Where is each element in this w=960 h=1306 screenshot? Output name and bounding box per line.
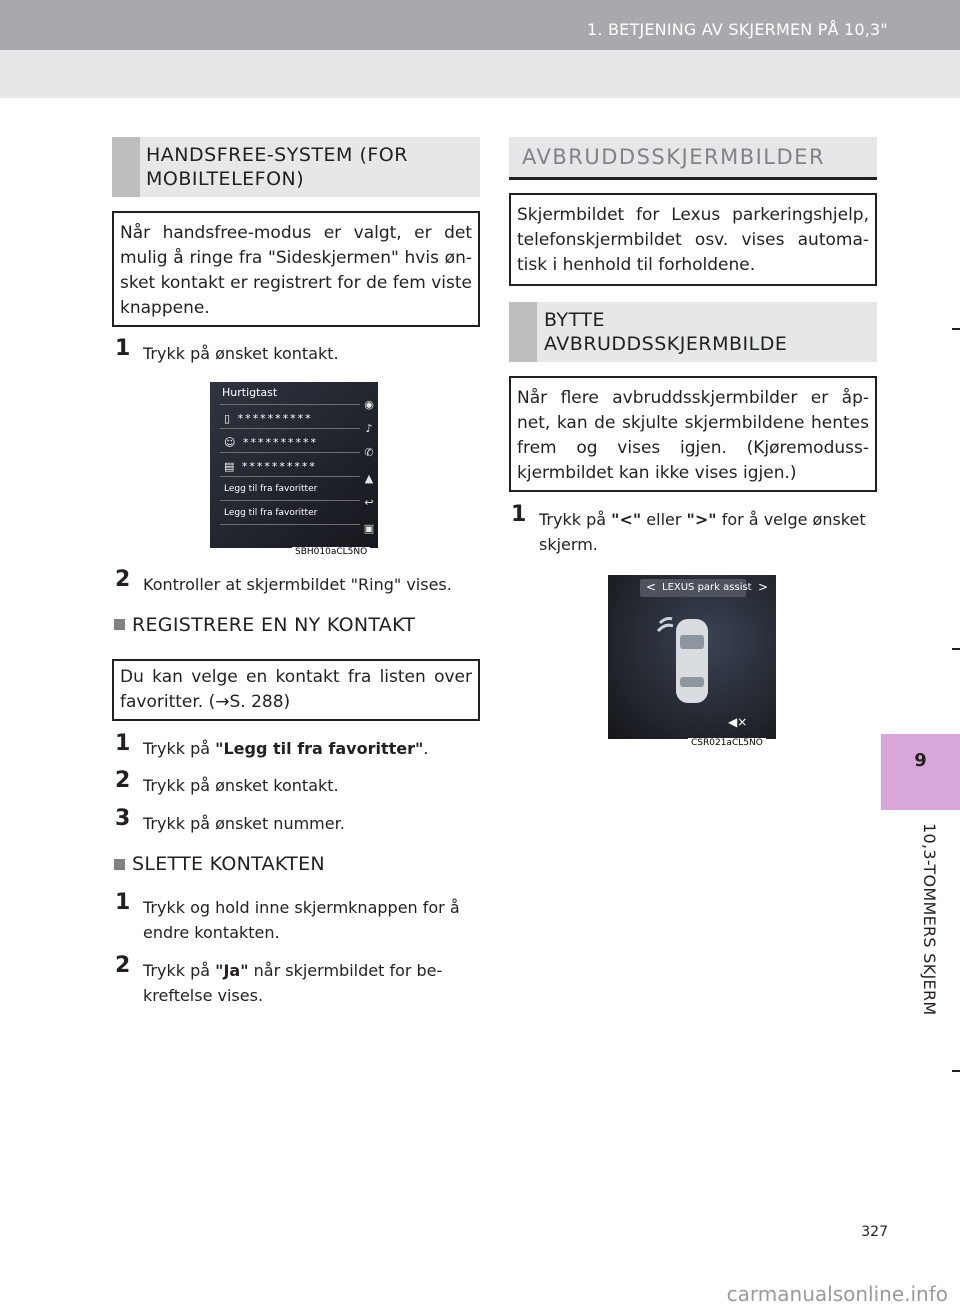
info-box-avbrudd — [509, 193, 877, 286]
bold-text: ">" — [686, 510, 717, 529]
step-number: 2 — [115, 768, 131, 793]
edge-tick — [952, 648, 960, 650]
text: Trykk på — [539, 510, 612, 529]
section-title-avbrudd: AVBRUDDSSKJERMBILDER — [522, 145, 826, 169]
section-title-line: HANDSFREE-SYSTEM (FOR — [146, 144, 408, 166]
car-window — [680, 635, 704, 649]
divider — [220, 404, 360, 405]
screenshot-hurtigtast — [210, 382, 378, 548]
divider — [220, 476, 360, 477]
phone-icon: ▯ — [224, 412, 238, 425]
image-caption: SBH010aCL5NO — [292, 547, 370, 557]
step-text — [143, 736, 428, 761]
step-number: 1 — [511, 502, 527, 527]
screenshot-title: Hurtigtast — [222, 386, 278, 399]
text-line: endre kontakten. — [143, 923, 280, 942]
chapter-tab[interactable] — [881, 734, 960, 810]
bold-text: "<" — [611, 510, 642, 529]
text: eller — [641, 510, 687, 529]
info-text: Når flere avbruddsskjermbilder er åp-net, kan de skjulte skjermbildene hentes frem og vises igjen. (Kjøremoduss-kjermbildet kan ikke vises igjen.) — [517, 388, 869, 483]
list-icon: ▤ — [224, 460, 242, 473]
info-text: Skjermbildet for Lexus parkeringshjelp, telefonskjermbildet osv. vises automa-tisk i henhold til forholdene. — [517, 205, 869, 275]
step-text — [143, 895, 460, 945]
next-screen-button[interactable]: > — [758, 580, 769, 594]
divider — [220, 500, 360, 501]
contact-text: ********** — [237, 412, 313, 425]
contact-slot[interactable] — [224, 412, 313, 425]
section-title-line: MOBILTELEFON) — [146, 168, 305, 190]
car-graphic — [608, 575, 776, 739]
step-text: Trykk på ønsket kontakt. — [143, 344, 339, 363]
text: Trykk på — [143, 739, 216, 758]
step-number: 2 — [115, 567, 131, 592]
image-caption: CSR021aCL5NO — [688, 738, 766, 748]
section-title-line: BYTTE — [544, 309, 605, 331]
text: Trykk på — [143, 961, 216, 980]
step-number: 1 — [115, 731, 131, 756]
edge-tick — [952, 1070, 960, 1072]
page-header-title: 1. BETJENING AV SKJERMEN PÅ 10,3" — [587, 20, 888, 39]
contact-text: ********** — [241, 460, 317, 473]
divider — [220, 452, 360, 453]
phone-icon: ✆ — [364, 446, 374, 459]
sensor-arc-icon — [658, 625, 673, 631]
step-text: Trykk på ønsket nummer. — [143, 814, 345, 833]
add-favorite-button[interactable]: Legg til fra favoritter — [224, 508, 318, 518]
mute-icon[interactable]: ◀× — [728, 715, 748, 729]
step-text — [539, 507, 866, 557]
divider — [220, 524, 360, 525]
subsection-bullet — [114, 859, 125, 870]
header-subbar — [0, 50, 960, 98]
step-number: 3 — [115, 806, 131, 831]
text: . — [423, 739, 429, 758]
section-title-bytte — [544, 308, 787, 356]
step-text — [143, 958, 442, 1008]
info-text: Når handsfree-modus er valgt, er det mulig å ringe fra "Sideskjermen" hvis øn-sket kontakt er registrert for de fem viste knappene. — [120, 223, 472, 318]
chapter-label: 10,3-TOMMERS SKJERM — [920, 823, 939, 1016]
info-text: Du kan velge en kontakt fra listen over favoritter. (→S. 288) — [120, 667, 472, 712]
add-favorite-button[interactable]: Legg til fra favoritter — [224, 484, 318, 494]
bold-text: "Ja" — [215, 961, 249, 980]
info-icon: ◉ — [364, 398, 374, 411]
sensor-arc-icon — [660, 619, 672, 624]
car-window — [680, 677, 704, 687]
info-box-handsfree — [112, 211, 480, 327]
text-line: kreftelse vises. — [143, 986, 264, 1005]
text: når skjermbildet for be- — [248, 961, 443, 980]
divider — [220, 428, 360, 429]
route-icon: ↩ — [364, 496, 374, 509]
people-icon: ☺ — [224, 436, 243, 449]
card-icon: ▣ — [363, 522, 375, 535]
edge-tick — [952, 328, 960, 330]
contact-slot[interactable] — [224, 460, 317, 473]
section-underline — [509, 177, 877, 180]
subsection-title: REGISTRERE EN NY KONTAKT — [132, 614, 416, 636]
bold-text: "Legg til fra favoritter" — [215, 739, 424, 758]
text: for å velge ønsket — [716, 510, 866, 529]
section-title-line: AVBRUDDSSKJERMBILDE — [544, 333, 788, 355]
step-number: 1 — [115, 890, 131, 915]
car-icon — [676, 619, 708, 703]
info-box-favorites — [112, 659, 480, 721]
text-line: Trykk og hold inne skjermknappen for å — [143, 898, 460, 917]
watermark: carmanualsonline.info — [726, 1282, 948, 1306]
contact-slot[interactable] — [224, 436, 318, 449]
previous-screen-button[interactable]: < — [646, 580, 657, 594]
step-number: 1 — [115, 336, 131, 361]
screenshot-park-assist — [608, 575, 776, 739]
contact-text: ********** — [242, 436, 318, 449]
step-text: Kontroller at skjermbildet "Ring" vises. — [143, 575, 452, 594]
page-number: 327 — [861, 1224, 888, 1240]
info-box-bytte — [509, 376, 877, 492]
step-1 — [115, 336, 130, 361]
section-title-handsfree — [146, 143, 476, 191]
section-header-stripe — [112, 137, 140, 197]
subsection-title: SLETTE KONTAKTEN — [132, 853, 325, 875]
step-text: Trykk på ønsket kontakt. — [143, 776, 339, 795]
step-number: 2 — [115, 953, 131, 978]
music-icon: ♪ — [365, 422, 373, 435]
screenshot-title: LEXUS park assist — [662, 582, 752, 593]
text-line: skjerm. — [539, 535, 598, 554]
chapter-number: 9 — [914, 750, 927, 771]
step-2 — [115, 567, 130, 592]
subsection-bullet — [114, 619, 125, 630]
image-icon: ▲ — [364, 472, 374, 485]
section-header-stripe — [509, 302, 537, 362]
